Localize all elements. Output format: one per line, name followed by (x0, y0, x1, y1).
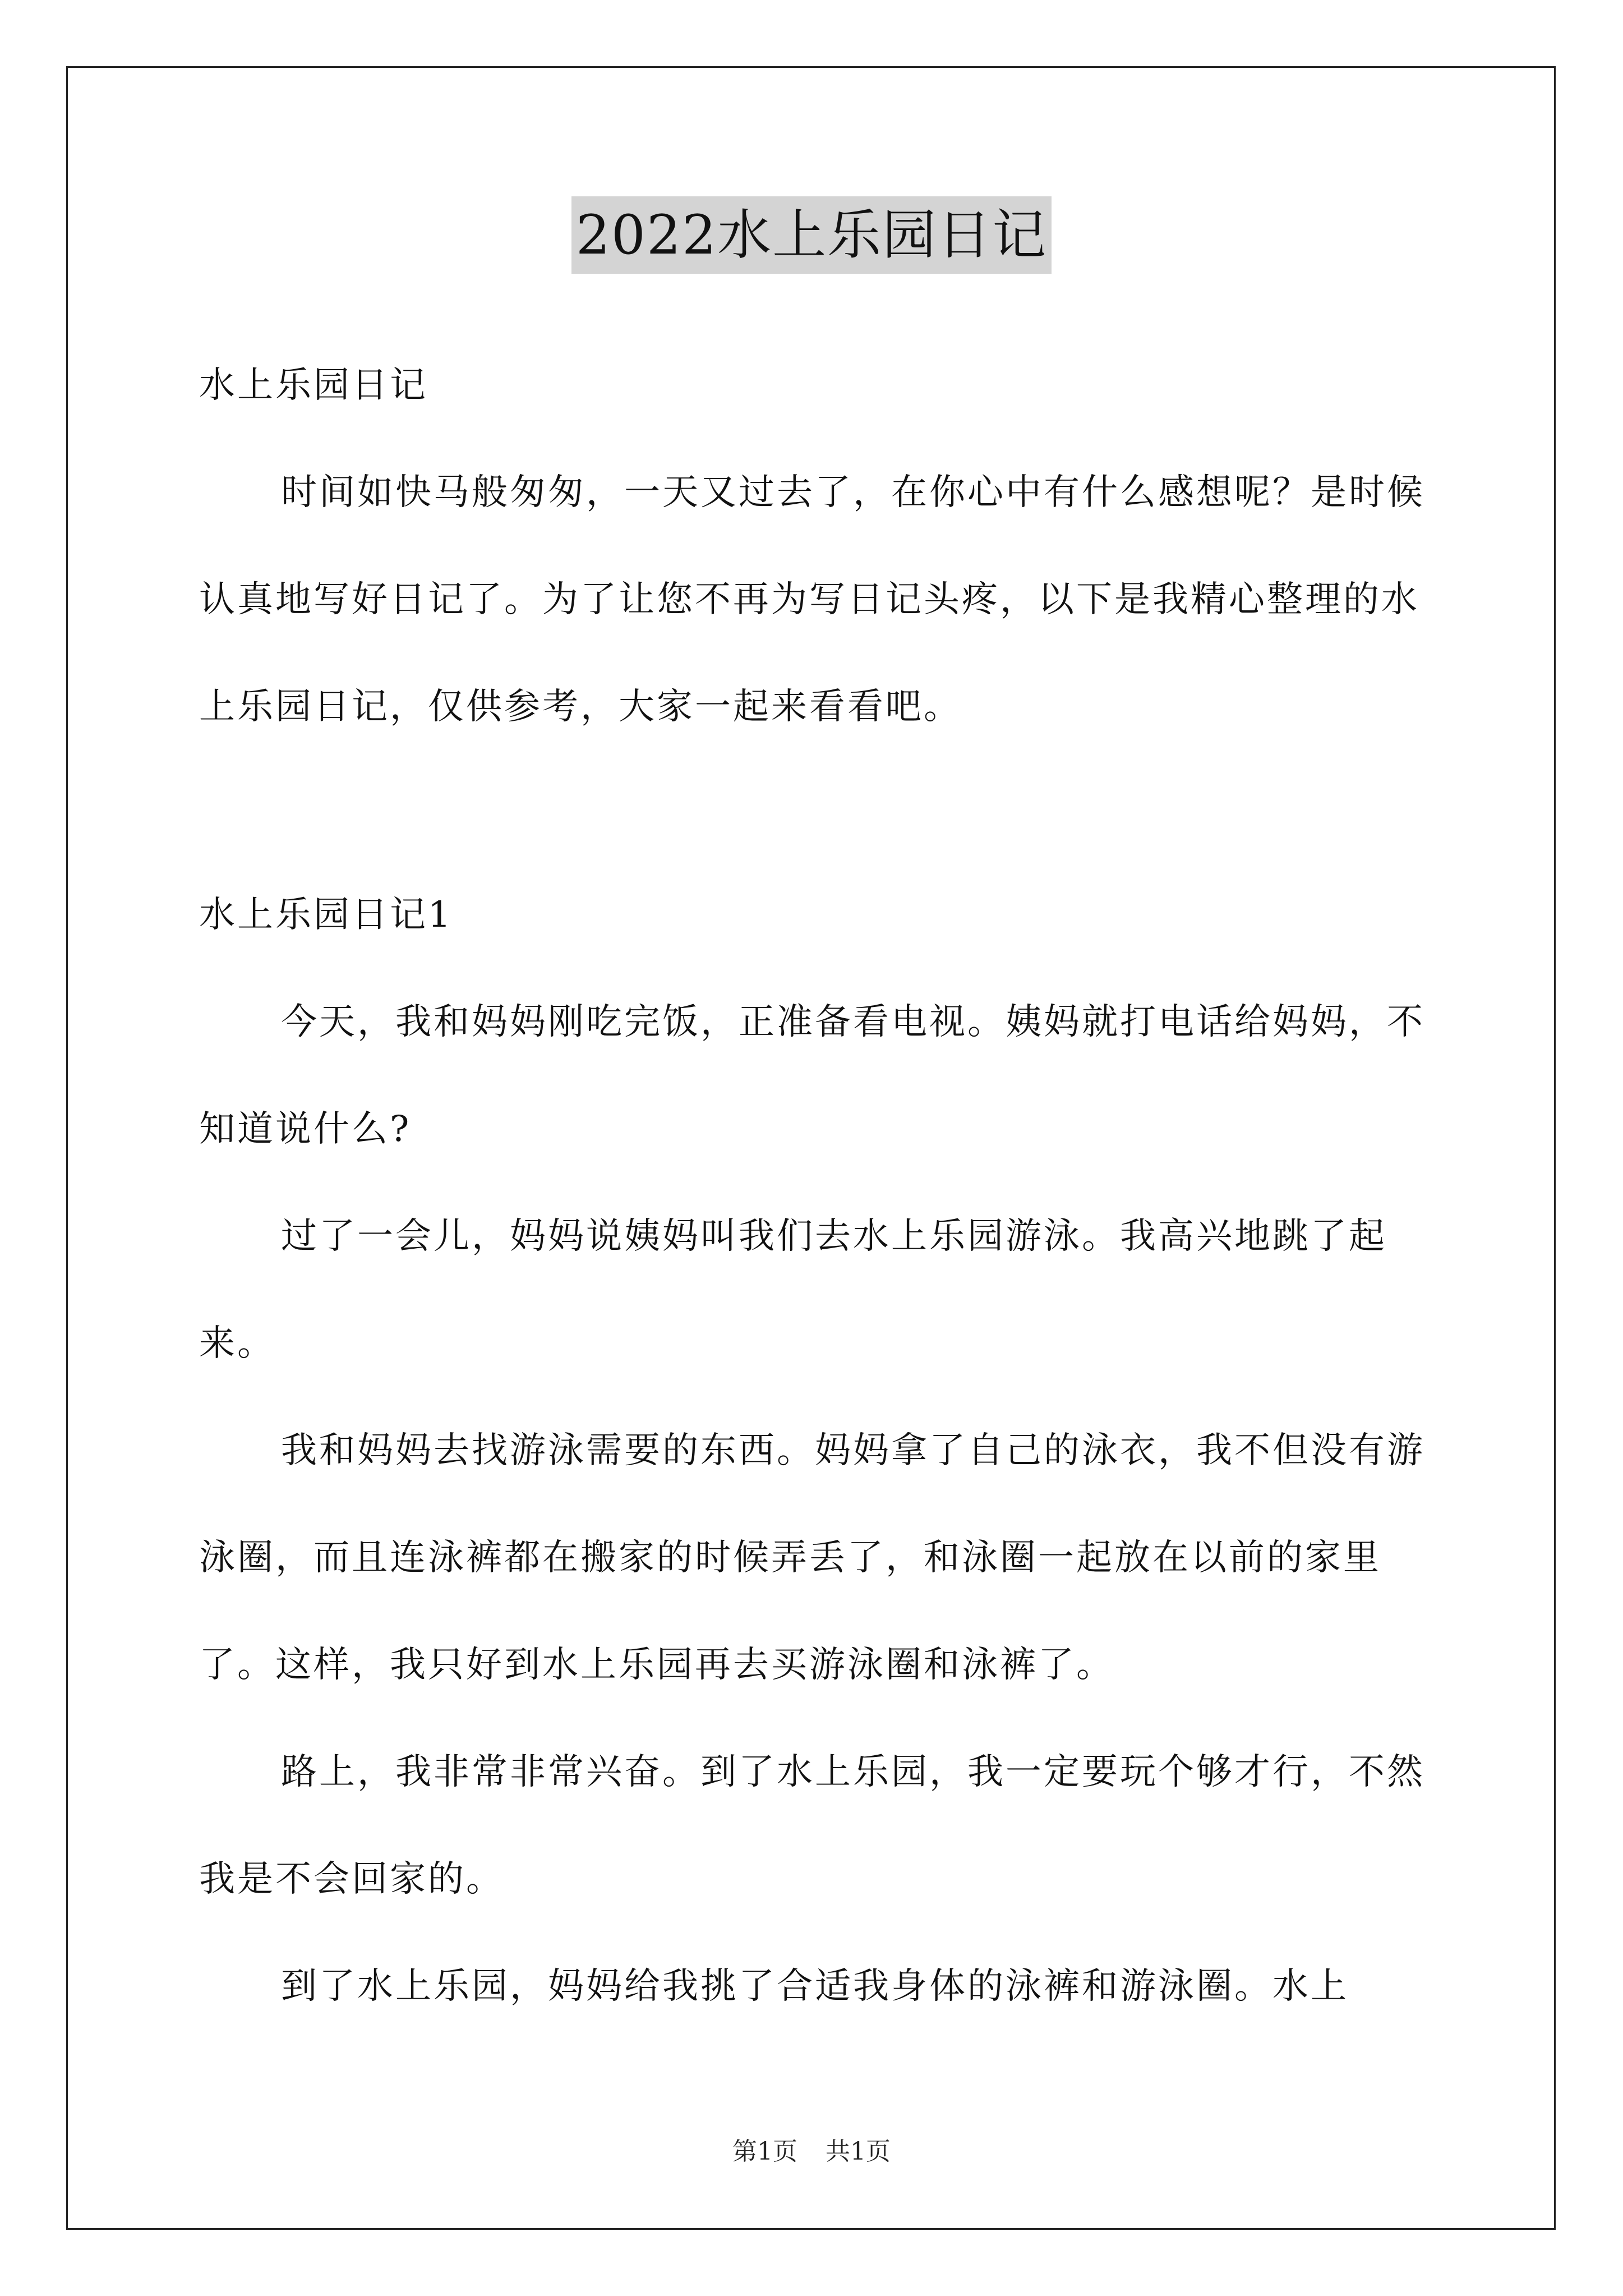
page-number: 第1页 (732, 2137, 797, 2166)
intro-section (199, 332, 1430, 761)
diary-section-1 (199, 862, 1430, 2040)
paragraph: 路上，我非常非常兴奋。到了水上乐园，我一定要玩个够才行，不然我是不会回家的。 (199, 1751, 1425, 1900)
paragraph: 我和妈妈去找游泳需要的东西。妈妈拿了自己的泳衣，我不但没有游泳圈，而且连泳裤都在搬家的时候弄丢了，和泳圈一起放在以前的家里了。这样，我只好到水上乐园再去买游泳圈和泳裤了。 (199, 1430, 1425, 1686)
paragraph: 到了水上乐园，妈妈给我挑了合适我身体的泳裤和游泳圈。水上 (281, 1966, 1349, 2007)
intro-heading: 水上乐园日记 (199, 365, 428, 406)
paragraph: 过了一会儿，妈妈说姨妈叫我们去水上乐园游泳。我高兴地跳了起来。 (199, 1216, 1387, 1364)
paragraph: 今天，我和妈妈刚吃完饭，正准备看电视。姨妈就打电话给妈妈，不知道说什么? (199, 1001, 1425, 1150)
page-total: 共1页 (826, 2137, 891, 2166)
intro-paragraph: 时间如快马般匆匆，一天又过去了，在你心中有什么感想呢？是时候认真地写好日记了。为了让您不再为写日记头疼，以下是我精心整理的水上乐园日记，仅供参考，大家一起来看看吧。 (199, 472, 1425, 728)
title-container (0, 196, 1623, 274)
section-heading: 水上乐园日记1 (199, 894, 453, 936)
page-footer (0, 2135, 1623, 2169)
document-title: 2022水上乐园日记 (571, 196, 1052, 274)
